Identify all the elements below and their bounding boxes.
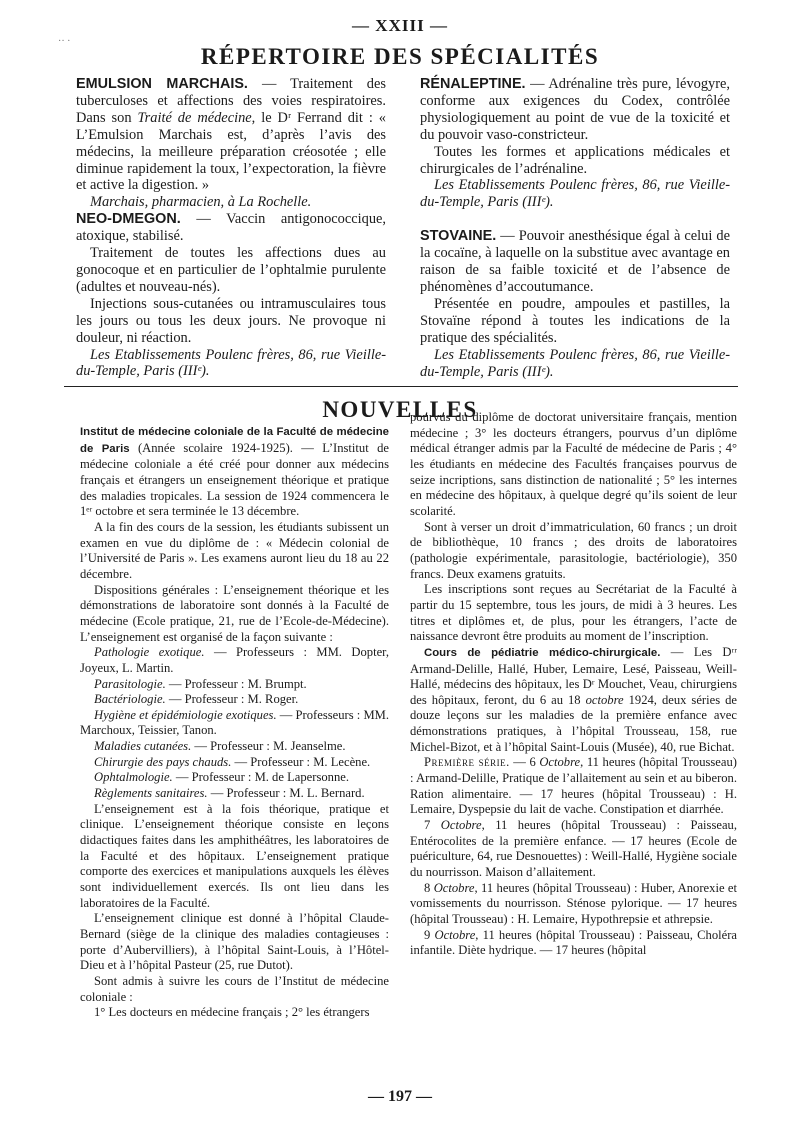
entry-renaleptine [420, 76, 730, 144]
course-item [80, 739, 389, 755]
entry-paragraph: Injections sous-cutanées ou intramusculaires tous les jours ou tous les deux jours. Ne provoque ni douleur, ni réaction. [76, 295, 386, 346]
serie-text: , 11 heures (hôpital Trousseau) : Armand-Delille, Pratique de l’allaitement au sein et au biberon. Ration alimentaire. — 17 heures (hôpital Trousseau) : H. Lemaire, Dyspepsie du lait de vache. Constipation et diarrhée. [410, 755, 737, 817]
entry-stovaine [420, 228, 730, 296]
institut-paragraph: Sont admis à suivre les cours de l’Institut de médecine coloniale : [80, 973, 389, 1004]
entry-emulsion-marchais [76, 76, 386, 194]
pediatrie-date: octobre [585, 692, 624, 707]
entry-maker: Les Etablissements Poulenc frères, 86, rue Vieille-du-Temple, Paris (IIIᵉ). [420, 346, 730, 380]
entry-maker: Marchais, pharmacien, à La Rochelle. [90, 194, 312, 211]
entry-paragraph: Toutes les formes et applications médicales et chirurgicales de l’adrénaline. [420, 143, 730, 177]
corner-mark: ·· · [58, 36, 71, 47]
section-title-nouvelles: NOUVELLES [322, 397, 478, 422]
institut-paragraph: A la fin des cours de la session, les étudiants subissent un examen en vue du diplôme de : « Médecin colonial de l’Université de Paris ». Les examens auront lieu du 18 au 22 décembre. [80, 519, 389, 581]
course-subject: Pathologie exotique. [94, 645, 205, 660]
serie-day: 7 [424, 818, 441, 833]
institut-paragraph: L’enseignement est à la fois théorique, pratique et clinique. L’enseignement théorique consiste en leçons didactiques faites dans les amphithéâtres, les laboratoires de la Faculté et des hôpitaux. L’enseignement pratique comporte des exercices et manipulations auxquels les élèves sont individuellement exercés. Ils ont lieu dans les laboratoires de la Faculté. [80, 801, 389, 910]
course-item [80, 692, 389, 708]
course-subject: Hygiène et épidémiologie exotiques. [94, 707, 277, 722]
course-item [80, 677, 389, 693]
course-list [80, 645, 389, 802]
institut-paragraph: pourvus du diplôme de doctorat universitaire français, mention médecine ; 3° les docteurs étrangers, pourvus d’un diplôme médical étranger admis par la Faculté de médecine de Paris ; 4° les étudiants en médecine des Facultés françaises pourvus de seize incriptions, sans distinction de nationalité ; 5° les internes en médecine des hôpitaux, à quelque degré qu’ils soient de leur scolarité. [410, 410, 737, 518]
entry-body: — Vaccin antigonococcique, atoxique, stabilisé. [76, 211, 386, 245]
serie-day: — 6 [509, 755, 540, 770]
institut-paragraph [80, 424, 389, 520]
section-title-repertoire: RÉPERTOIRE DES SPÉCIALITÉS [200, 44, 600, 69]
serie-entry [410, 818, 737, 881]
entry-book-title: Traité de médecine [137, 109, 252, 126]
institut-heading: Institut de médecine coloniale de la Faculté de médecine de Paris [80, 426, 389, 455]
serie-month: Octobre [440, 818, 482, 833]
course-item [80, 645, 389, 676]
course-subject: Règlements sanitaires. [94, 786, 208, 801]
course-subject: Maladies cutanées. [94, 739, 192, 754]
serie-entry [410, 755, 737, 818]
course-teachers: — Professeur : M. Roger. [165, 692, 299, 707]
institut-paragraph: 1° Les docteurs en médecine français ; 2° les étrangers [94, 1005, 370, 1020]
serie-day: 9 [424, 927, 435, 942]
institut-paragraph: Dispositions générales : L’enseignement théorique et les démonstrations de laboratoire sont donnés à la Faculté de médecine (Ecole pratique, 21, rue de l’Ecole-de-Médecine). L’enseignement est organisé de la façon suivante : [80, 582, 389, 644]
course-teachers: — Professeur : M. Lecène. [231, 754, 371, 769]
course-item [80, 755, 389, 771]
serie-label: Première série. [424, 755, 510, 770]
course-subject: Bactériologie. [94, 692, 166, 707]
repertoire-right-column [420, 76, 730, 380]
entry-body: — Adrénaline très pure, lévogyre, conforme aux exigences du Codex, contrôlée physiologiquement au point de vue de la toxicité et du pouvoir vaso-constricteur. [420, 76, 730, 143]
course-teachers: — Professeur : M. Jeanselme. [191, 739, 346, 754]
entry-name: STOVAINE. [420, 228, 497, 245]
page-number: — 197 — [368, 1088, 432, 1105]
entry-body: — Traitement des tuberculoses et affections des voies respiratoires. Dans son [76, 76, 386, 126]
institut-text: (Année scolaire 1924-1925). — L’Institut de médecine coloniale a été créé pour donner aux médecins français et étrangers un enseignement théorique et pratique des maladies tropicales. La session de 1924 commencera le 1ᵉʳ octobre et sera terminée le 13 décembre. [80, 440, 389, 519]
serie-month: Octobre [433, 880, 475, 895]
entry-name: RÉNALEPTINE. [420, 76, 526, 92]
entry-maker: Les Etablissements Poulenc frères, 86, rue Vieille-du-Temple, Paris (IIIᵉ). [420, 177, 730, 211]
entry-name: NEO-DMEGON. [76, 211, 181, 228]
serie-entry [410, 928, 737, 959]
course-teachers: — Professeur : M. de Lapersonne. [172, 770, 349, 785]
serie-month: Octobre [539, 755, 581, 770]
serie-entry [410, 881, 737, 928]
serie-text: , 11 heures (hôpital Trousseau) : Paisseau, Choléra infantile. Diète hydrique. — 17 heures (hôpital [410, 927, 737, 958]
institut-paragraph: Les inscriptions sont reçues au Secrétariat de la Faculté à partir du 15 septembre, tous les jours, de midi à 3 heures. Les titres et diplômes et, de plus, pour les étrangers, l’acte de naissance devront être produits au moment de l’inscription. [410, 582, 737, 644]
nouvelles-left-column [80, 424, 389, 1021]
page-roman-number: — XXIII — [352, 16, 448, 35]
course-teachers: — Professeur : M. Brumpt. [165, 676, 307, 691]
institut-paragraph: L’enseignement clinique est donné à l’hôpital Claude-Bernard (siège de la clinique des maladies contagieuses : porte d’Aubervilliers), à l’hôpital Saint-Louis, à l’Hôtel-Dieu et à l’hôpital Pasteur (25, rue Dutot). [80, 911, 389, 973]
course-item [80, 786, 389, 802]
course-subject: Chirurgie des pays chauds. [94, 754, 232, 769]
entry-neo-dmegon [76, 211, 386, 245]
course-subject: Ophtalmologie. [94, 770, 173, 785]
entry-maker: Les Etablissements Poulenc frères, 86, rue Vieille-du-Temple, Paris (IIIᵉ). [76, 346, 386, 380]
serie-text: , 11 heures (hôpital Trousseau) : Paisseau, Entérocolites de la première enfance. — 17 heures (Ecole de puériculture, 64, rue Desnouettes) : Weill-Hallé, Hygiène sociale du nourrisson. Maison d’allaitement. [410, 818, 737, 880]
course-teachers: — Professeur : M. L. Bernard. [207, 786, 365, 801]
course-teachers: — Professeurs : MM. Dopter, Joyeux, L. Martin. [80, 645, 390, 675]
pediatrie-text: — Les Dʳʳ Armand-Delille, Hallé, Huber, Lemaire, Lesé, Paisseau, Weill-Hallé, médecins des hôpitaux, les Dʳ Mouchet, Veau, chirurgiens des hôpitaux, feront, du 6 au 18 [410, 644, 737, 707]
serie-month: Octobre [434, 927, 476, 942]
section-divider [64, 386, 738, 387]
entry-quote: , le Dʳ Ferrand dit : « L’Emulsion Marchais est, d’après l’avis des médecins, la meilleure préparation créosotée ; elle diminue rapidement la toux, l’expectoration, la fièvre et active la digestion. » [76, 109, 386, 194]
repertoire-left-column [76, 76, 386, 380]
entry-paragraph: Traitement de toutes les affections dues au gonocoque et en particulier de l’ophtalmie purulente (adultes et nouveau-nés). [76, 245, 386, 295]
entry-body: — Pouvoir anesthésique égal à celui de la cocaïne, à laquelle on la substitue avec avantage en raison de sa faible toxicité et de l’absence de phénomènes d’accoutumance. [420, 228, 730, 295]
course-teachers: — Professeurs : MM. Marchoux, Teissier, Tanon. [80, 707, 389, 738]
pediatrie-heading: Cours de pédiatrie médico-chirurgicale. [424, 646, 661, 659]
pediatrie-paragraph [410, 645, 737, 756]
serie-day: 8 [424, 880, 434, 895]
course-item [80, 708, 389, 739]
nouvelles-right-column [410, 410, 737, 959]
pediatrie-text: 1924, deux séries de douze leçons sur les maladies de la première enfance avec démonstrations pratiques, à l’hôpital Trousseau, 158, rue Michel-Bizot, et à l’hôpital Saint-Louis (Musée), 40, rue Bichat. [410, 692, 737, 754]
course-subject: Parasitologie. [94, 676, 166, 691]
serie-text: , 11 heures (hôpital Trousseau) : Huber, Anorexie et vomissements du nourrisson. Sténose pylorique. — 17 heures (hôpital Trousseau) : H. Lemaire, Hypothrepsie et athrepsie. [410, 880, 737, 926]
institut-paragraph: Sont à verser un droit d’immatriculation, 60 francs ; un droit de bibliothèque, 10 francs ; des droits de laboratoires (pathologie expérimentale, parasitologie, bactériologie), 350 francs. Deux examens gratuits. [410, 519, 737, 581]
course-item [80, 770, 389, 786]
entry-paragraph: Présentée en poudre, ampoules et pastilles, la Stovaïne répond à toutes les indications de la pratique des spécialités. [420, 295, 730, 346]
entry-name: EMULSION MARCHAIS. [76, 76, 248, 92]
